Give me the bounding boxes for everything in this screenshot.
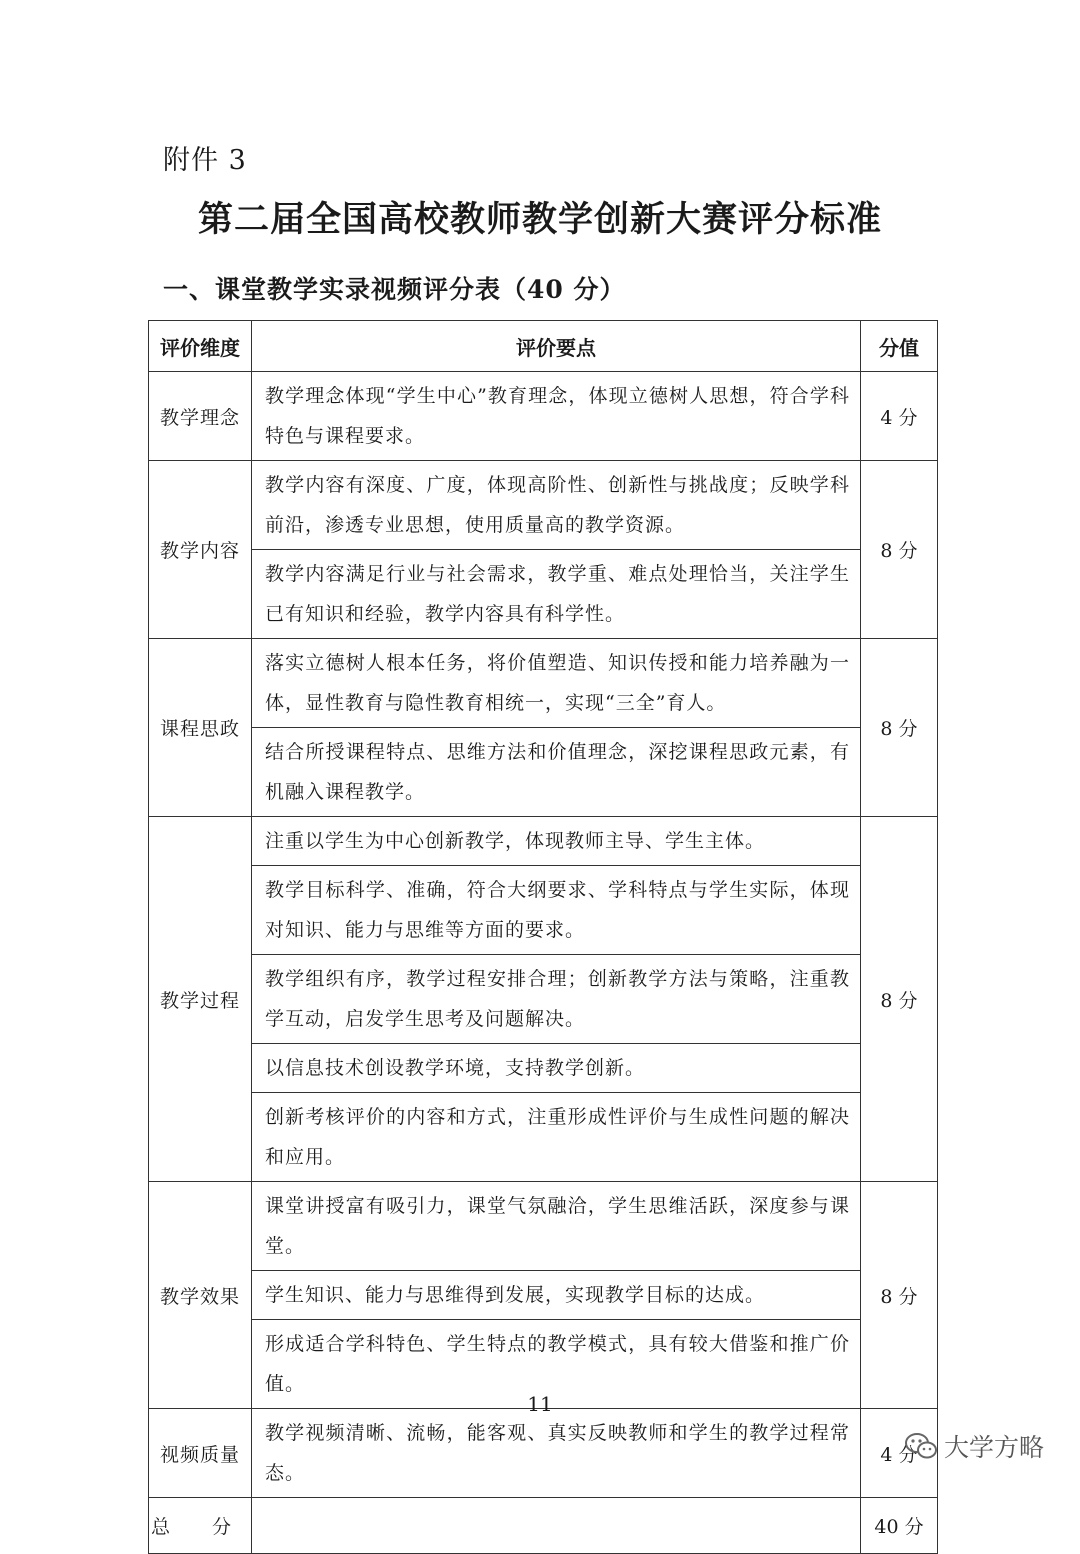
header-dimension: 评价维度	[149, 321, 252, 372]
watermark	[904, 1428, 1044, 1464]
dimension-cell: 视频质量	[149, 1409, 252, 1498]
scoring-table	[148, 320, 938, 1554]
table-row	[149, 955, 938, 1044]
table-row	[149, 639, 938, 728]
table-row	[149, 372, 938, 461]
score-cell: 8 分	[861, 817, 938, 1182]
score-cell: 8 分	[861, 461, 938, 639]
dimension-cell: 教学过程	[149, 817, 252, 1182]
score-cell: 4 分	[861, 1409, 938, 1498]
dimension-cell: 教学内容	[149, 461, 252, 639]
evaluation-point-cell: 创新考核评价的内容和方式，注重形成性评价与生成性问题的解决和应用。	[252, 1093, 861, 1182]
total-label: 总 分	[149, 1498, 252, 1554]
evaluation-point-cell: 教学视频清晰、流畅，能客观、真实反映教师和学生的教学过程常态。	[252, 1409, 861, 1498]
evaluation-point-cell: 教学目标科学、准确，符合大纲要求、学科特点与学生实际，体现对知识、能力与思维等方面的要求。	[252, 866, 861, 955]
annex-label: 附件 3	[163, 145, 247, 176]
dimension-cell: 教学效果	[149, 1182, 252, 1409]
table-row	[149, 817, 938, 866]
table-row	[149, 550, 938, 639]
evaluation-point-cell: 注重以学生为中心创新教学，体现教师主导、学生主体。	[252, 817, 861, 866]
dimension-cell: 教学理念	[149, 372, 252, 461]
table-row	[149, 1271, 938, 1320]
evaluation-point-cell: 教学内容有深度、广度，体现高阶性、创新性与挑战度；反映学科前沿，渗透专业思想，使用质量高的教学资源。	[252, 461, 861, 550]
evaluation-point-cell: 教学组织有序，教学过程安排合理；创新教学方法与策略，注重教学互动，启发学生思考及问题解决。	[252, 955, 861, 1044]
table-row	[149, 1044, 938, 1093]
table-row	[149, 1182, 938, 1271]
table-row	[149, 1409, 938, 1498]
table-body	[149, 372, 938, 1554]
header-points: 评价要点	[252, 321, 861, 372]
evaluation-point-cell: 落实立德树人根本任务，将价值塑造、知识传授和能力培养融为一体，显性教育与隐性教育相统一，实现“三全”育人。	[252, 639, 861, 728]
table-row	[149, 728, 938, 817]
score-cell: 4 分	[861, 372, 938, 461]
evaluation-point-cell: 结合所授课程特点、思维方法和价值理念，深挖课程思政元素，有机融入课程教学。	[252, 728, 861, 817]
header-score: 分值	[861, 321, 938, 372]
table-row	[149, 1093, 938, 1182]
dimension-cell: 课程思政	[149, 639, 252, 817]
table-row	[149, 461, 938, 550]
evaluation-point-cell: 教学内容满足行业与社会需求，教学重、难点处理恰当，关注学生已有知识和经验，教学内容具有科学性。	[252, 550, 861, 639]
score-cell: 8 分	[861, 1182, 938, 1409]
evaluation-point-cell: 学生知识、能力与思维得到发展，实现教学目标的达成。	[252, 1271, 861, 1320]
table-header-row	[149, 321, 938, 372]
evaluation-point-cell: 教学理念体现“学生中心”教育理念，体现立德树人思想，符合学科特色与课程要求。	[252, 372, 861, 461]
document-title: 第二届全国高校教师教学创新大赛评分标准	[197, 199, 882, 240]
watermark-text: 大学方略	[944, 1433, 1045, 1462]
table-row	[149, 866, 938, 955]
score-cell: 8 分	[861, 639, 938, 817]
evaluation-point-cell: 形成适合学科特色、学生特点的教学模式，具有较大借鉴和推广价值。	[252, 1320, 861, 1409]
evaluation-point-cell: 课堂讲授富有吸引力，课堂气氛融洽，学生思维活跃，深度参与课堂。	[252, 1182, 861, 1271]
page-number: 11	[527, 1392, 553, 1416]
wechat-icon	[904, 1431, 938, 1461]
evaluation-point-cell: 以信息技术创设教学环境，支持教学创新。	[252, 1044, 861, 1093]
total-score: 40 分	[861, 1498, 938, 1554]
section-title: 一、课堂教学实录视频评分表（40 分）	[163, 275, 626, 304]
